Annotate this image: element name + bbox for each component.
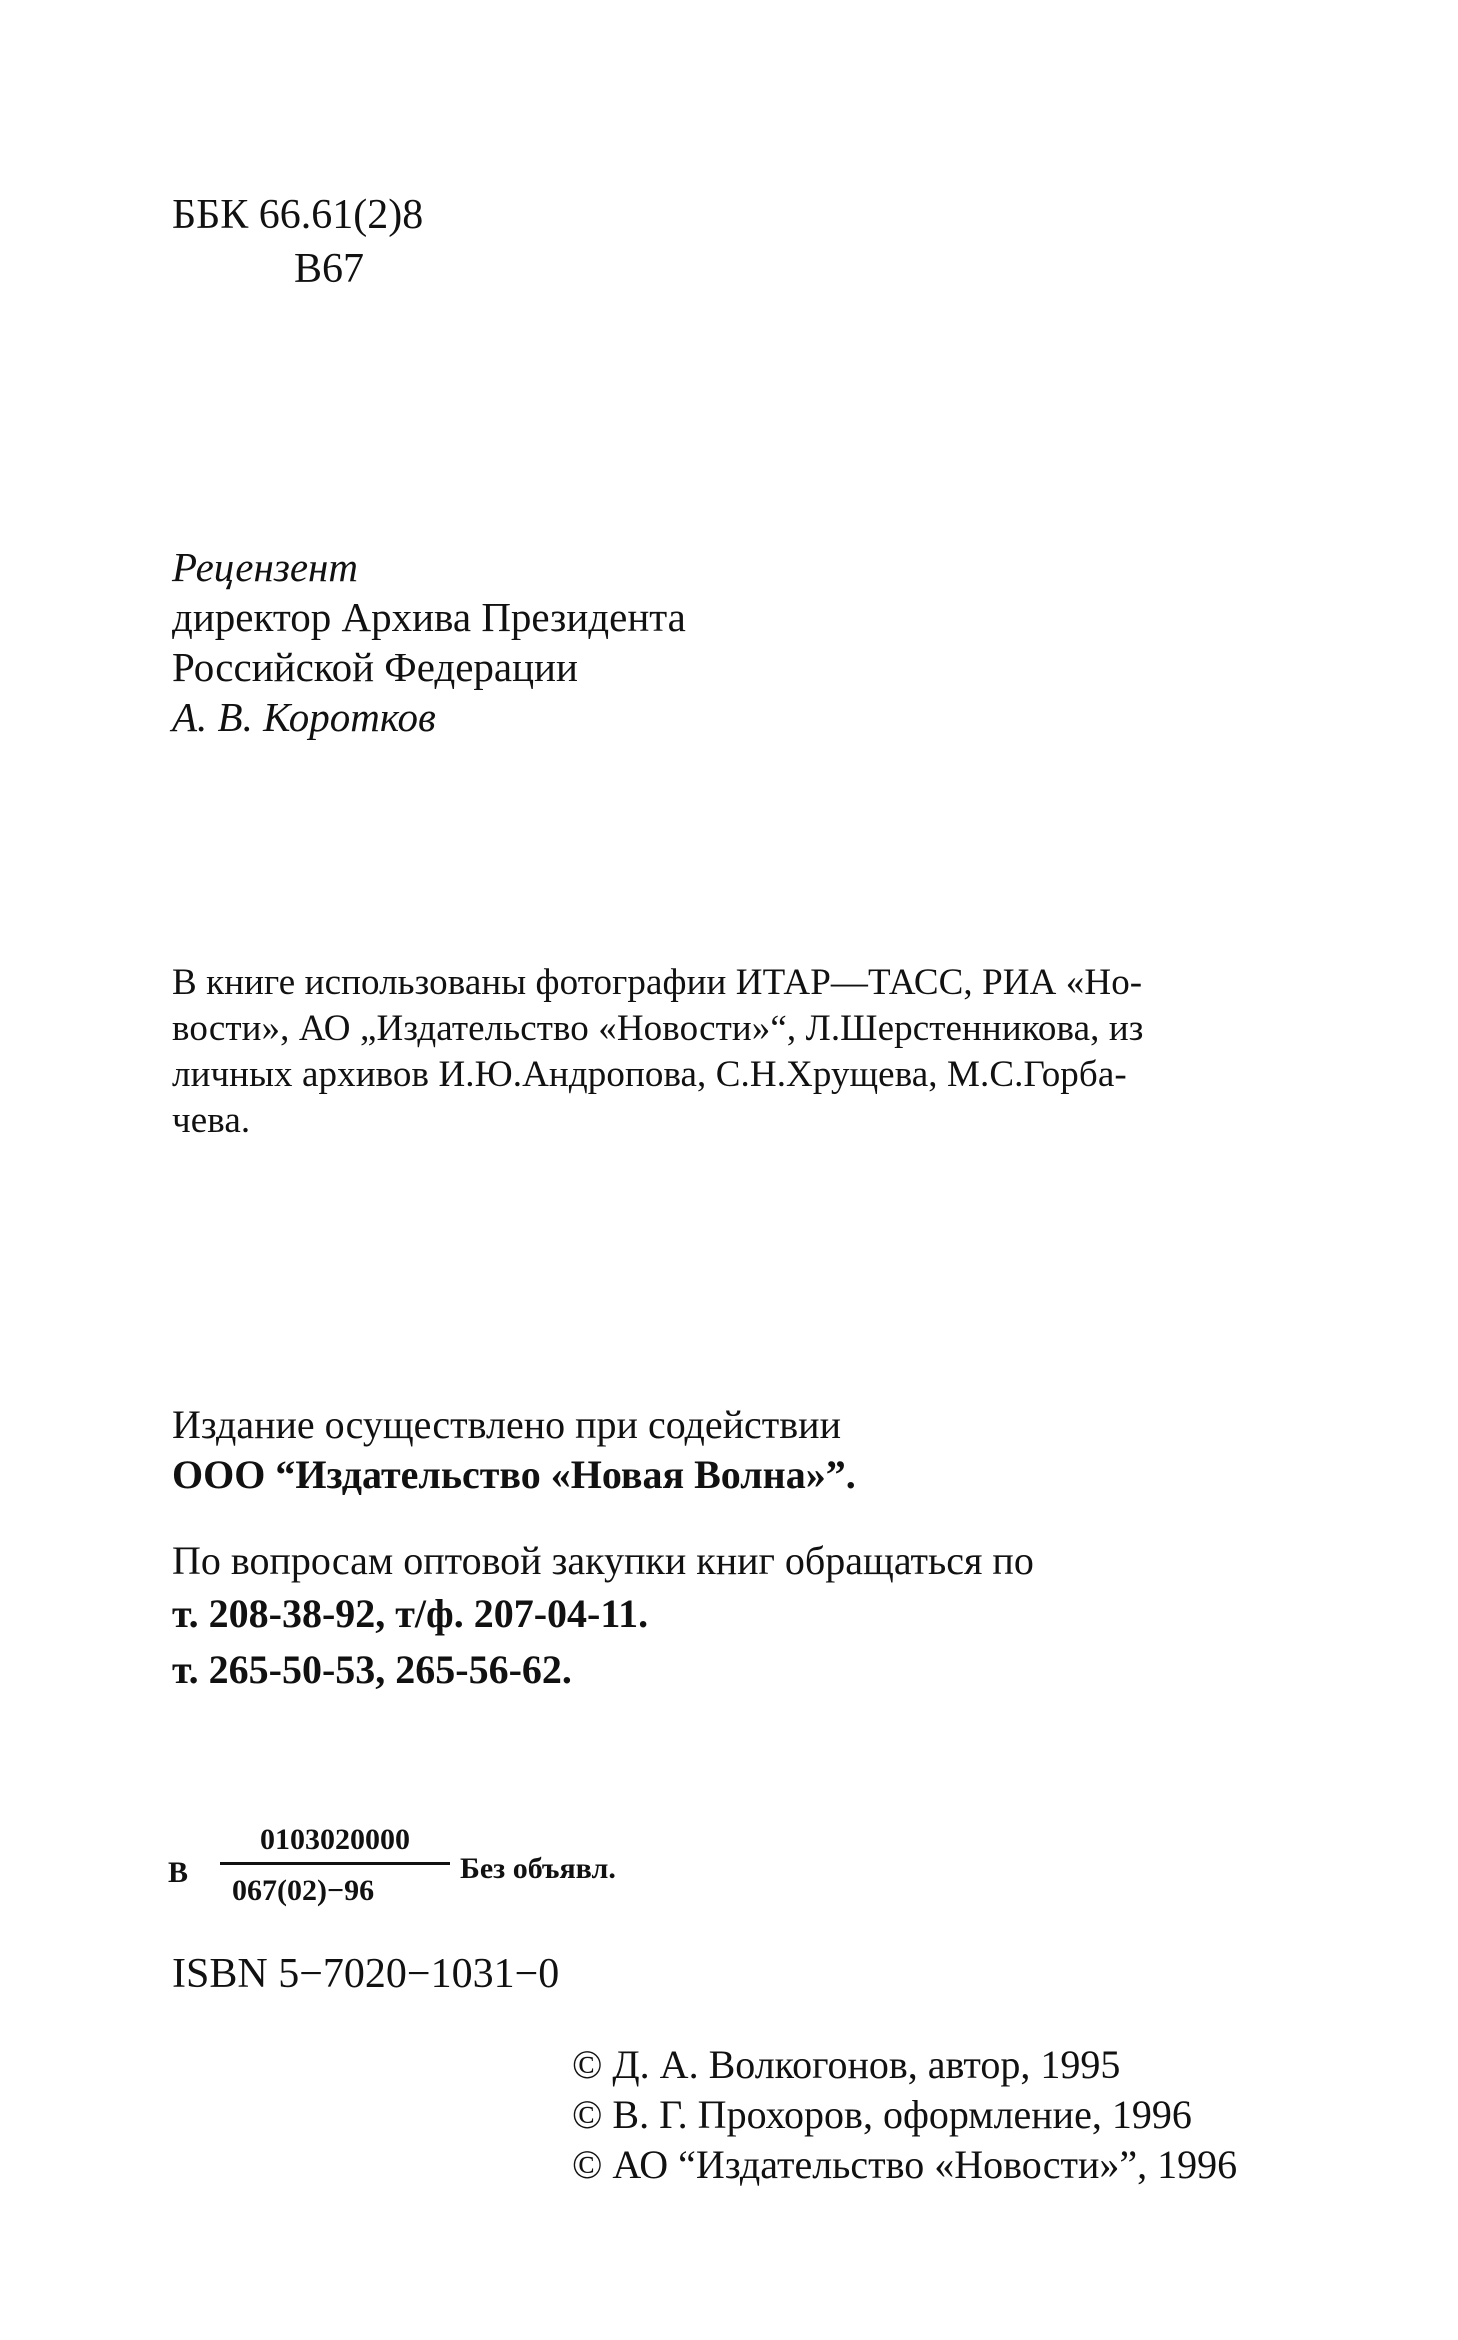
phone-line: т. 265-50-53, 265-56-62. — [172, 1647, 572, 1692]
copyright-line: © АО “Издательство «Новости»”, 1996 — [572, 2142, 1238, 2187]
copyright-block — [572, 2040, 1237, 2190]
reviewer-label: Рецензент — [172, 544, 358, 590]
bbk-classification — [172, 188, 423, 296]
index-denominator: 067(02)−96 — [232, 1874, 375, 1907]
publisher-name: ООО “Издательство «Новая Волна»”. — [172, 1452, 856, 1497]
fraction-bar — [220, 1862, 450, 1865]
copyright-line: © Д. А. Волкогонов, автор, 1995 — [572, 2042, 1121, 2087]
phone-line: т. 208-38-92, т/ф. 207-04-11. — [172, 1591, 649, 1636]
copyright-line: © В. Г. Прохоров, оформление, 1996 — [572, 2092, 1192, 2137]
photo-credits-line: В книге использованы фотографии ИТАР—ТАСС, РИА «Но- — [172, 962, 1143, 1003]
author-mark: В67 — [294, 246, 365, 292]
photo-credits-line: чева. — [172, 1100, 251, 1141]
isbn-block — [172, 1948, 559, 2000]
bbk-code: ББК 66.61(2)8 — [172, 192, 424, 238]
reviewer-block — [172, 542, 686, 742]
wholesale-line: По вопросам оптовой закупки книг обращаться по — [172, 1538, 1034, 1583]
isbn: ISBN 5−7020−1031−0 — [172, 1951, 560, 1997]
reviewer-title-line: Российской Федерации — [172, 644, 578, 690]
index-numerator: 0103020000 — [260, 1823, 410, 1856]
index-fraction — [220, 1820, 450, 1911]
photo-credits-line: вости», АО „Издательство «Новости»“, Л.Шерстенникова, из — [172, 1008, 1144, 1049]
edition-line: Издание осуществлено при содействии — [172, 1402, 841, 1447]
publication-index — [168, 1820, 768, 1930]
reviewer-title-line: директор Архива Президента — [172, 594, 686, 640]
photo-credits-line: личных архивов И.Ю.Андропова, С.Н.Хрущева, М.С.Горба- — [172, 1054, 1127, 1095]
reviewer-name: А. В. Коротков — [172, 694, 436, 740]
edition-note — [172, 1400, 856, 1500]
index-letter: В — [168, 1856, 189, 1889]
photo-credits — [172, 960, 1322, 1144]
wholesale-contacts — [172, 1536, 1034, 1698]
index-note: Без объявл. — [460, 1852, 616, 1885]
